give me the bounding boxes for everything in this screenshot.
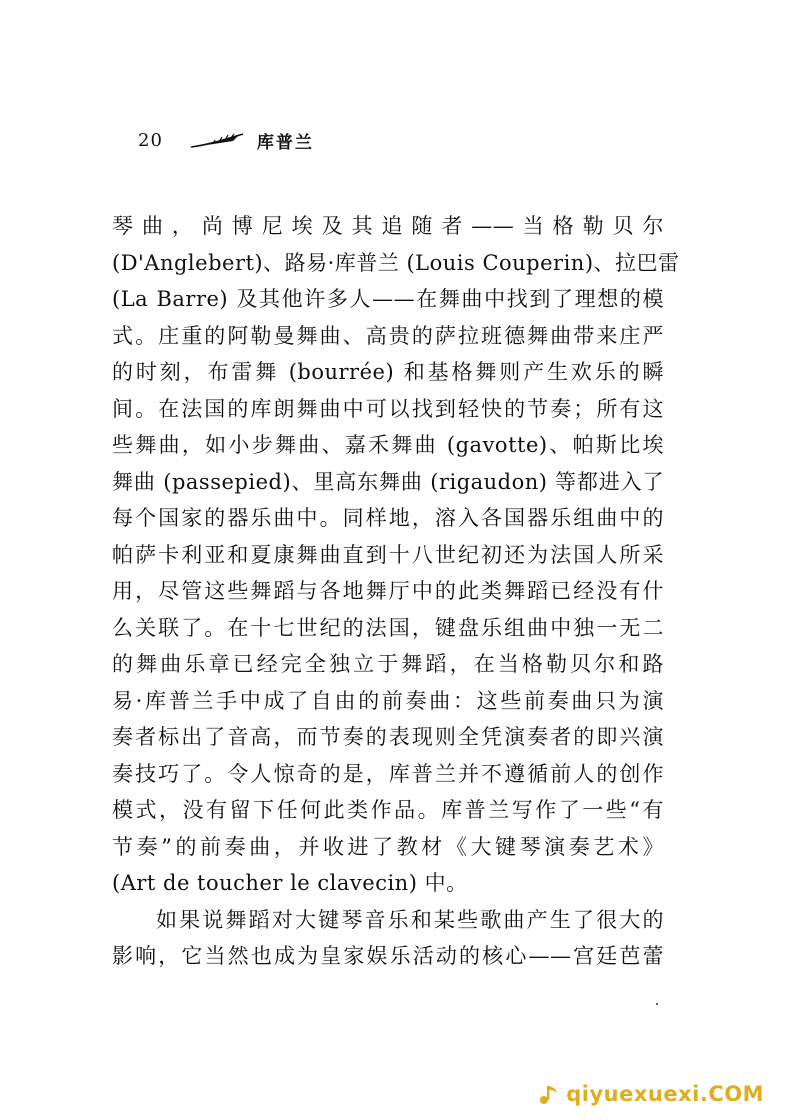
text-line: 影响，它当然也成为皇家娱乐活动的核心——宫廷芭蕾 (112, 944, 664, 968)
text-line: 的时刻，布雷舞 (bourrée) 和基格舞则产生欢乐的瞬 (112, 360, 664, 384)
text-line: (Art de toucher le clavecin) 中。 (112, 871, 468, 895)
text-line: 帕萨卡利亚和夏康舞曲直到十八世纪初还为法国人所采 (112, 542, 664, 567)
quill-ornament-icon (189, 132, 245, 150)
scan-speck (656, 1003, 658, 1005)
text-line: 模式，没有留下任何此类作品。库普兰写作了一些“有 (112, 798, 664, 822)
text-line: (La Barre) 及其他许多人——在舞曲中找到了理想的模 (112, 287, 664, 311)
text-line: 奏技巧了。令人惊奇的是，库普兰并不遵循前人的创作 (112, 761, 664, 786)
body-text (112, 208, 680, 975)
page-header (138, 128, 314, 153)
text-line: 的舞曲乐章已经完全独立于舞蹈，在当格勒贝尔和路 (112, 652, 664, 676)
page-number: 20 (138, 130, 163, 151)
text-line: 易·库普兰手中成了自由的前奏曲：这些前奏曲只为演 (112, 688, 664, 713)
text-line: 间。在法国的库朗舞曲中可以找到轻快的节奏；所有这 (112, 396, 664, 421)
text-line: 节奏”的前奏曲，并收进了教材《大键琴演奏艺术》 (112, 834, 664, 859)
watermark-text: qiyuexuexi.COM (566, 1082, 764, 1106)
site-watermark (538, 1082, 764, 1106)
running-title: 库普兰 (256, 133, 314, 153)
text-line: 用，尽管这些舞蹈与各地舞厅中的此类舞蹈已经没有什 (112, 579, 664, 603)
text-line: 么关联了。在十七世纪的法国，键盘乐组曲中独一无二 (112, 615, 664, 640)
text-line: 式。庄重的阿勒曼舞曲、高贵的萨拉班德舞曲带来庄严 (112, 323, 664, 348)
music-note-icon (538, 1083, 560, 1105)
text-line: 奏者标出了音高，而节奏的表现则全凭演奏者的即兴演 (112, 725, 664, 749)
text-line: 些舞曲，如小步舞曲、嘉禾舞曲 (gavotte)、帕斯比埃 (112, 433, 664, 457)
text-line: 每个国家的器乐曲中。同样地，溶入各国器乐组曲中的 (112, 506, 664, 530)
text-line: 舞曲 (passepied)、里高东舞曲 (rigaudon) 等都进入了 (112, 469, 664, 494)
text-line: (D'Anglebert)、路易·库普兰 (Louis Couperin)、拉巴雷 (112, 250, 680, 275)
paragraph-start-line: 如果说舞蹈对大键琴音乐和某些歌曲产生了很大的 (156, 907, 664, 932)
text-line: 琴曲，尚博尼埃及其追随者——当格勒贝尔 (112, 214, 664, 238)
